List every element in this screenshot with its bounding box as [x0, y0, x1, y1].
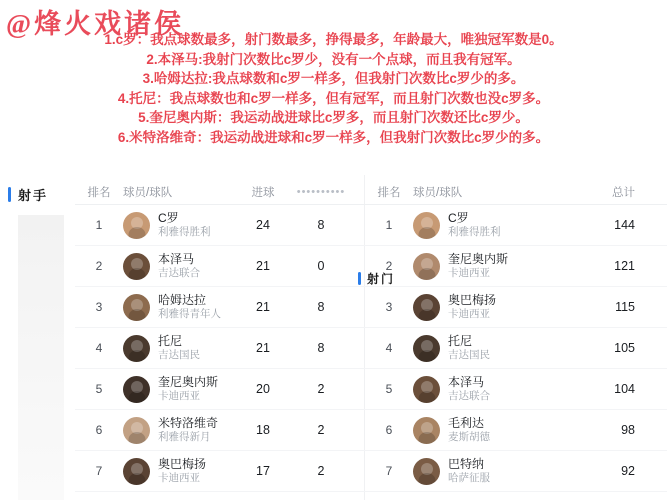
- player-name: 奥巴梅扬: [448, 292, 497, 307]
- row-total: 104: [614, 382, 635, 396]
- table-row[interactable]: [75, 451, 365, 492]
- avatar: [123, 253, 150, 280]
- row-goals: 21: [256, 300, 270, 314]
- left-rail: [0, 175, 75, 500]
- scorers-table: [75, 175, 365, 500]
- scorers-table-header: [75, 175, 365, 205]
- row-player: [123, 252, 235, 280]
- avatar: [413, 417, 440, 444]
- table-row[interactable]: [75, 246, 365, 287]
- column-player: 球员/球队: [123, 186, 173, 199]
- rail-shade: [18, 215, 64, 500]
- note-line: 3.哈姆达拉:我点球数和c罗一样多，但我射门次数比c罗少的多。: [142, 71, 525, 86]
- row-goals: 18: [256, 423, 270, 437]
- row-player: [413, 334, 525, 362]
- row-rank: 6: [385, 423, 393, 437]
- row-rank: 3: [385, 300, 393, 314]
- row-rank: 4: [385, 341, 393, 355]
- avatar: [123, 417, 150, 444]
- row-rank: 2: [385, 259, 393, 273]
- avatar: [413, 335, 440, 362]
- player-team: 吉达联合: [158, 266, 200, 279]
- row-total: 115: [615, 300, 635, 314]
- avatar: [123, 212, 150, 239]
- row-total: 105: [614, 341, 635, 355]
- tab-scorers[interactable]: [8, 182, 70, 206]
- player-name: 奎尼奥内斯: [158, 374, 219, 389]
- avatar: [123, 458, 150, 485]
- player-team: 吉达国民: [448, 348, 490, 361]
- note-line: 4.托尼：我点球数也和c罗一样多，但有冠军，而且射门次数也没c罗多。: [117, 90, 550, 106]
- row-player: [413, 252, 525, 280]
- column-player: 球员/球队: [413, 186, 463, 199]
- row-player: [413, 416, 525, 444]
- row-total: 92: [621, 464, 635, 478]
- player-team: 卡迪西亚: [448, 266, 490, 279]
- table-row[interactable]: [365, 205, 667, 246]
- avatar: [413, 376, 440, 403]
- row-penalty: 2: [317, 423, 325, 437]
- accent-bar-icon: [358, 272, 361, 285]
- row-penalty: 2: [317, 464, 325, 478]
- watermark-text: @烽火戏诸侯: [6, 9, 185, 39]
- row-rank: 5: [95, 382, 103, 396]
- avatar: [413, 458, 440, 485]
- row-rank: 4: [95, 341, 103, 355]
- player-team: 麦斯胡德: [448, 430, 490, 443]
- table-row[interactable]: [75, 369, 365, 410]
- player-team: 卡迪西亚: [158, 471, 200, 484]
- table-row[interactable]: [365, 246, 667, 287]
- row-player: [123, 375, 235, 403]
- table-row[interactable]: [365, 287, 667, 328]
- row-rank: 2: [95, 259, 103, 273]
- accent-bar-icon: [8, 187, 11, 202]
- row-rank: 7: [385, 464, 393, 478]
- column-rank: 排名: [377, 186, 401, 199]
- tab-scorers-label: 射手: [18, 187, 49, 203]
- player-name: 哈姆达拉: [158, 292, 207, 307]
- table-row[interactable]: [365, 451, 667, 492]
- player-name: C罗: [448, 210, 469, 225]
- table-row[interactable]: [75, 328, 365, 369]
- player-name: 毛利达: [448, 415, 485, 430]
- note-line: 5.奎尼奥内斯：我运动战进球比c罗多，而且射门次数还比c罗少。: [138, 110, 529, 125]
- row-penalty: 2: [317, 382, 325, 396]
- row-total: 121: [614, 259, 635, 273]
- row-player: [123, 416, 235, 444]
- row-player: [413, 457, 525, 485]
- player-team: 卡迪西亚: [448, 307, 490, 320]
- avatar: [413, 294, 440, 321]
- player-team: 利雅得胜利: [448, 225, 501, 238]
- row-goals: 20: [256, 382, 270, 396]
- table-row[interactable]: [365, 369, 667, 410]
- player-team: 利雅得青年人: [158, 307, 221, 320]
- player-name: C罗: [158, 210, 179, 225]
- row-rank: 5: [385, 382, 393, 396]
- avatar: [413, 253, 440, 280]
- player-team: 利雅得胜利: [158, 225, 211, 238]
- avatar: [123, 376, 150, 403]
- note-line: 6.米特洛维奇：我运动战进球和c罗一样多，但我射门次数比c罗少的多。: [117, 129, 550, 145]
- row-rank: 7: [95, 464, 103, 478]
- row-rank: 1: [95, 218, 103, 232]
- row-penalty: 8: [317, 218, 325, 232]
- table-row[interactable]: [75, 205, 365, 246]
- row-player: [413, 375, 525, 403]
- player-team: 吉达国民: [158, 348, 200, 361]
- player-name: 托尼: [448, 333, 473, 348]
- table-row[interactable]: [365, 410, 667, 451]
- shots-table-header: [365, 175, 667, 205]
- row-rank: 6: [95, 423, 103, 437]
- note-line: 2.本泽马:我射门次数比c罗少，没有一个点球，而且我有冠军。: [146, 51, 521, 67]
- column-penalty: ••••••••••: [296, 185, 346, 198]
- row-penalty: 8: [317, 341, 325, 355]
- row-total: 144: [614, 218, 635, 232]
- row-player: [123, 457, 235, 485]
- avatar: [413, 212, 440, 239]
- row-penalty: 0: [317, 259, 325, 273]
- stats-app: [0, 175, 667, 500]
- player-name: 奥巴梅扬: [158, 456, 207, 471]
- player-name: 巴特纳: [448, 456, 485, 471]
- row-player: [123, 334, 235, 362]
- tab-shots-label: 射门: [367, 272, 396, 286]
- player-team: 吉达联合: [448, 389, 490, 402]
- shots-table: [365, 175, 667, 500]
- player-team: 利雅得新月: [158, 430, 211, 443]
- row-penalty: 8: [317, 300, 325, 314]
- table-row[interactable]: [75, 410, 365, 451]
- column-total: 总计: [612, 186, 635, 199]
- avatar: [123, 335, 150, 362]
- row-player: [123, 293, 235, 321]
- player-name: 本泽马: [158, 251, 195, 266]
- player-name: 奎尼奥内斯: [448, 251, 509, 266]
- player-name: 托尼: [158, 333, 183, 348]
- player-team: 卡迪西亚: [158, 389, 200, 402]
- annotation-notes: [0, 30, 667, 147]
- row-goals: 24: [256, 218, 270, 232]
- row-goals: 17: [256, 464, 270, 478]
- row-rank: 3: [95, 300, 103, 314]
- note-line: 1.c罗：我点球数最多，射门数最多，挣得最多，年龄最大，唯独冠军数是0。: [104, 32, 563, 47]
- tab-shots[interactable]: [358, 270, 395, 287]
- column-goals: 进球: [251, 186, 275, 199]
- row-player: [413, 211, 525, 239]
- player-name: 米特洛维奇: [158, 415, 219, 430]
- row-rank: 1: [385, 218, 393, 232]
- avatar: [123, 294, 150, 321]
- player-name: 本泽马: [448, 374, 485, 389]
- row-goals: 21: [256, 341, 270, 355]
- player-team: 哈萨征服: [448, 471, 490, 484]
- row-player: [123, 211, 235, 239]
- row-goals: 21: [256, 259, 270, 273]
- row-total: 98: [621, 423, 635, 437]
- table-row[interactable]: [75, 287, 365, 328]
- row-player: [413, 293, 525, 321]
- column-rank: 排名: [87, 186, 111, 199]
- table-row[interactable]: [365, 328, 667, 369]
